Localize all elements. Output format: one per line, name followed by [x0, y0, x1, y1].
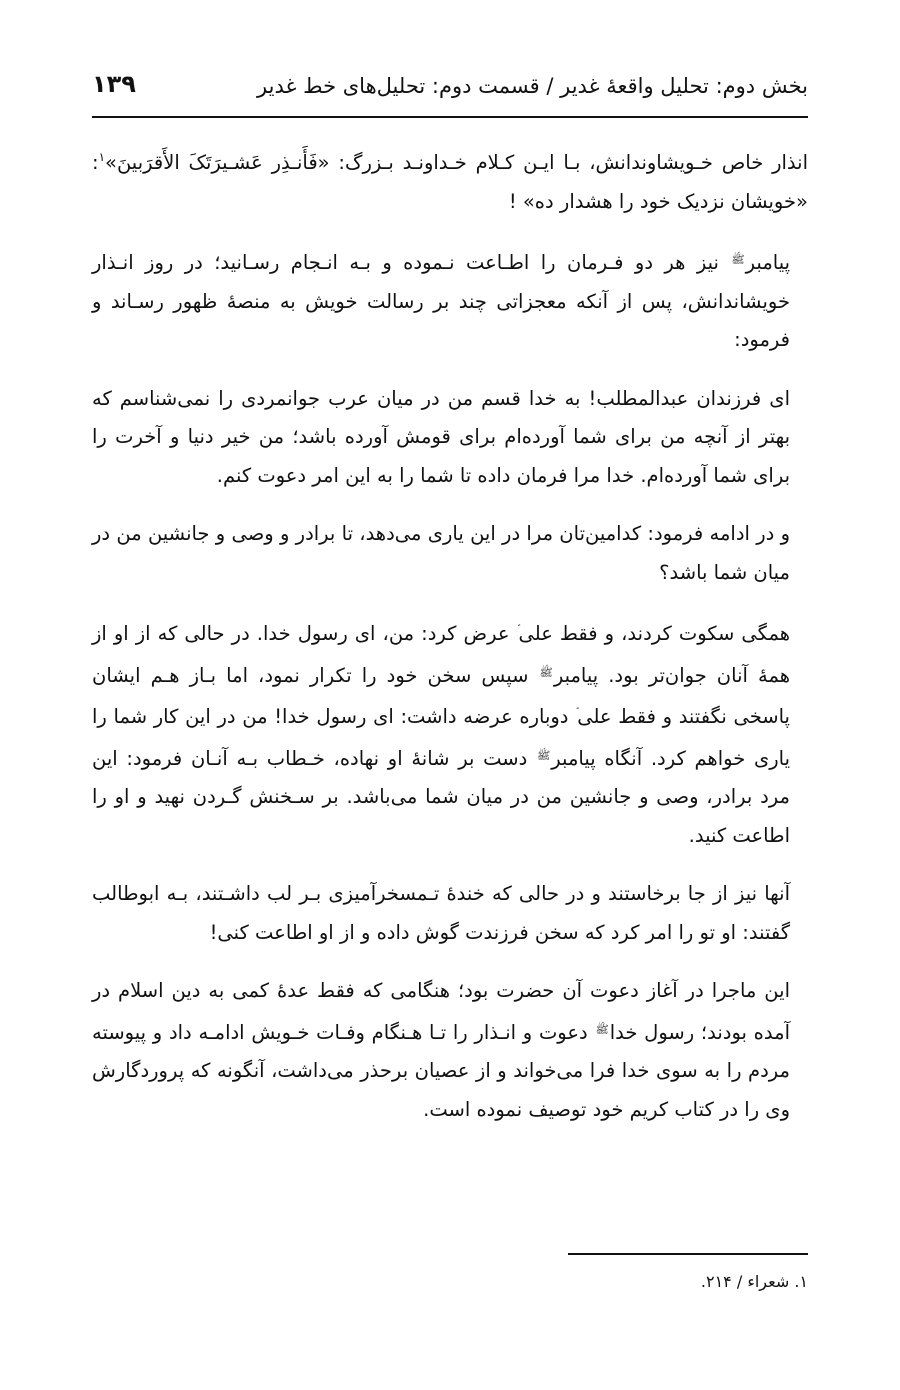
paragraph-5-text-a: همگی سکوت کردند، و فقط علی: [518, 622, 790, 645]
paragraph-3: ای فرزندان عبدالمطلب! به خدا قسم من در میان عرب جوانمردی را نمی‌شناسم که بهتر از آنچه من برای شما آورده‌ام برای قومش آورده باشد؛ من خیر دنیا و آخرت را برای شما آورده‌ام. خدا مرا فرمان داده تا شما را به این امر دعوت کنم.: [92, 386, 790, 487]
paragraph-5: [92, 612, 808, 855]
footnote-divider: [568, 1253, 808, 1255]
paragraph-7-text-b: دعوت و انـذار را تـا هـنگام وفـات خـویش ادامـه داد و پیوسته مردم را به سوی خدا فرا می‌خواند و از عصیان برحذر می‌داشت، آنگونه که پروردگارش وی را در کتاب کریم خود توصیف نموده است.: [92, 1020, 790, 1121]
running-header: [92, 68, 808, 108]
paragraph-1: [92, 138, 808, 221]
paragraph-2: [92, 241, 808, 360]
paragraph-5-text-d: دوباره عرضه داشت: ای رسول خدا! من در این کار شما را یاری خواهم کرد. آنگاه پیامبر: [92, 705, 791, 770]
paragraph-1-text-b: : «خویشان نزدیک خود را هشدار ده» !: [92, 151, 808, 213]
footnote-marker: ۱: [98, 150, 106, 164]
prophet-honorific-icon: ﷺ: [539, 665, 553, 679]
paragraph-5-text-c: سپس سخن خود را تکرار نمود، اما بـاز هـم ایشان پاسخی نگفتند و فقط علی: [92, 663, 790, 728]
paragraph-6: آنها نیز از جا برخاستند و در حالی که خندهٔ تـمسخرآمیزی بـر لب داشـتند، بـه ابوطالب گفتند: او تو را امر کرد که سخن فرزندت گوش داده و از او اطاعت کنی!: [92, 882, 790, 944]
prophet-honorific-icon: ﷺ: [537, 748, 551, 762]
footnote: ۱. شعراء / ۲۱۴.: [700, 1272, 808, 1291]
paragraph-7-text-a: این ماجرا در آغاز دعوت آن حضرت بود؛ هنگامی که فقط عدهٔ کمی به دین اسلام در آمده بودند؛ رسول خدا: [92, 979, 790, 1044]
header-title: بخش دوم: تحلیل واقعهٔ غدیر / قسمت دوم: تحلیل‌های خط غدیر: [257, 74, 808, 98]
prophet-honorific-icon: ﷺ: [731, 253, 745, 266]
prophet-honorific-icon: ﷺ: [595, 1022, 609, 1036]
paragraph-5-text-b: عرض کرد: من، ای رسول خدا. در حالی که از او از همهٔ آنان جوان‌تر بود. پیامبر: [92, 622, 790, 687]
body-text: [92, 138, 808, 1149]
paragraph-2-text-a: پیامبر: [745, 251, 791, 274]
paragraph-7: [92, 972, 808, 1129]
paragraph-5-text-e: دست بر شانهٔ او نهاده، خـطاب بـه آنـان فرمود: این مرد برادر، وصی و جانشین من در میان شما می‌باشد. بر سـخنش گـردن نهید و او را اطاعت کنید.: [92, 746, 790, 847]
paragraph-4: و در ادامه فرمود: کدامین‌تان مرا در این یاری می‌دهد، تا برادر و وصی و جانشین من در میان شما باشد؟: [92, 522, 790, 584]
header-divider: [92, 116, 808, 118]
page-number: ۱۳۹: [92, 70, 136, 98]
paragraph-2-text-b: نیز هر دو فـرمان را اطـاعت نـموده و بـه انـجام رسـانید؛ در روز انـذار خویشاندانش، پس از آنکه معجزاتی چند بر رسالت خویش به منصهٔ ظهور رسـاند و فرمود:: [92, 251, 790, 351]
paragraph-1-text-a: انذار خاص خـویشاوندانش، بـا ایـن کـلام خـداونـد بـزرگ: «فَأَنـذِر عَشـیرَتَکَ الأَقرَبینَ»: [105, 151, 808, 174]
